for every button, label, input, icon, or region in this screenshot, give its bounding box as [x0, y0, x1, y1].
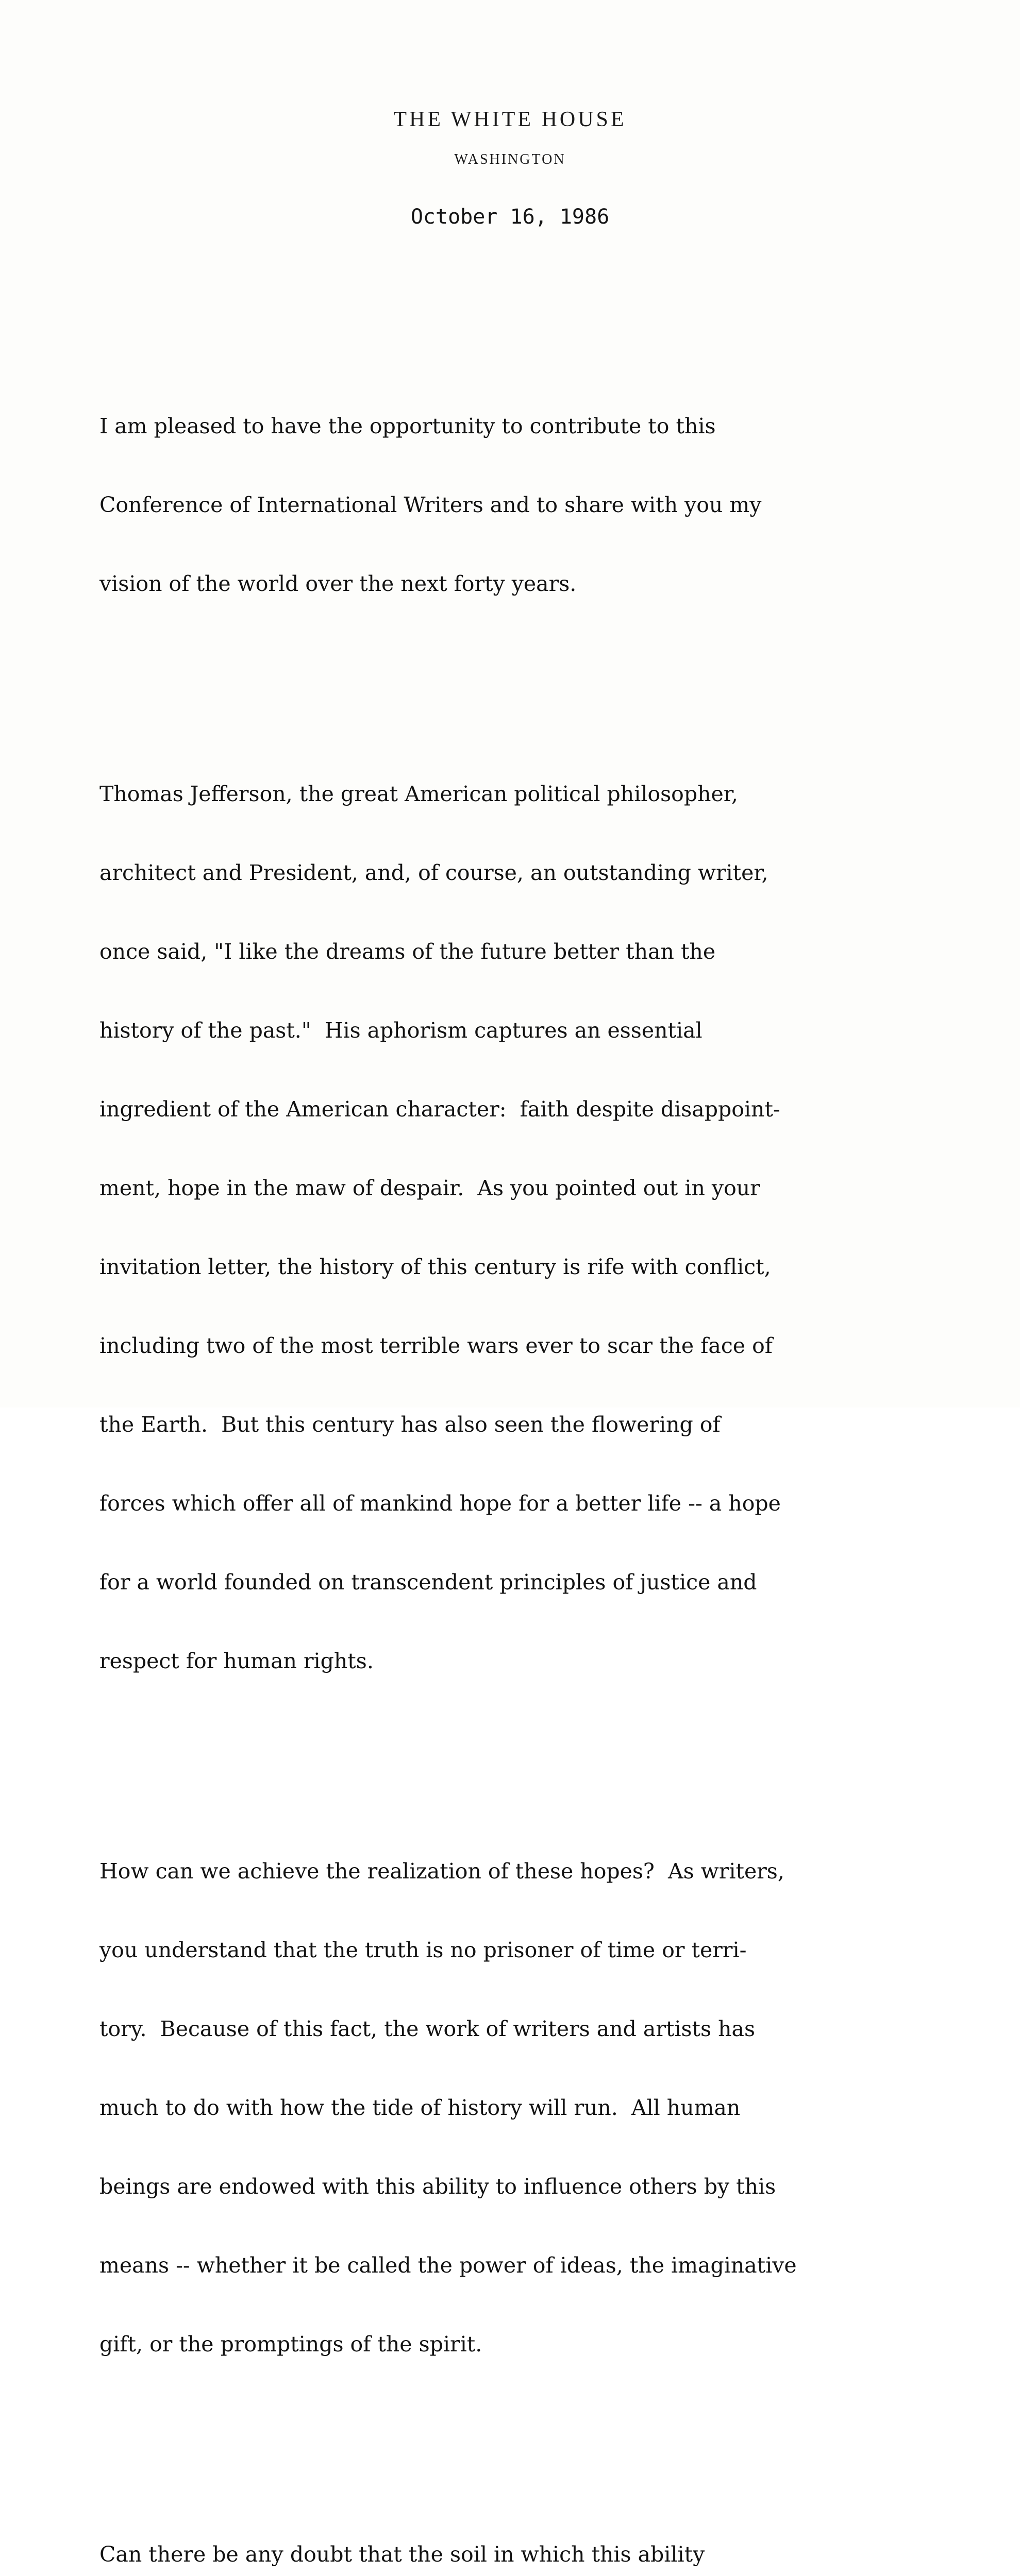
text-line: much to do with how the tide of history will run. All human — [99, 2095, 741, 2120]
text-line: once said, "I like the dreams of the future better than the — [99, 939, 716, 964]
letter-date: October 16, 1986 — [410, 205, 610, 229]
text-line: you understand that the truth is no prisoner of time or terri- — [99, 1938, 747, 1962]
paragraph-4 — [99, 2489, 976, 2576]
text-line: invitation letter, the history of this century is rife with conflict, — [99, 1255, 771, 1279]
text-line: ingredient of the American character: faith despite disappoint- — [99, 1097, 780, 1122]
text-line: How can we achieve the realization of these hopes? As writers, — [99, 1859, 784, 1884]
text-line: beings are endowed with this ability to influence others by this — [99, 2174, 776, 2199]
text-line: history of the past." His aphorism captures an essential — [99, 1018, 703, 1043]
text-line: vision of the world over the next forty years. — [99, 571, 577, 596]
text-line: including two of the most terrible wars ever to scar the face of — [99, 1333, 773, 1358]
text-line: ment, hope in the maw of despair. As you pointed out in your — [99, 1176, 760, 1200]
text-line: tory. Because of this fact, the work of writers and artists has — [99, 2016, 755, 2041]
letterhead-city: WASHINGTON — [454, 151, 566, 167]
text-line: respect for human rights. — [99, 1649, 374, 1673]
letterhead-organization: THE WHITE HOUSE — [393, 108, 627, 131]
text-line: means -- whether it be called the power of ideas, the imaginative — [99, 2253, 797, 2278]
letter-body — [99, 308, 976, 2576]
text-line: forces which offer all of mankind hope for a better life -- a hope — [99, 1491, 781, 1516]
text-line: gift, or the promptings of the spirit. — [99, 2332, 482, 2357]
text-line: architect and President, and, of course, an outstanding writer, — [99, 860, 768, 885]
text-line: Conference of International Writers and to share with you my — [99, 493, 762, 517]
text-line: the Earth. But this century has also seen the flowering of — [99, 1412, 721, 1437]
text-line: for a world founded on transcendent principles of justice and — [99, 1570, 757, 1595]
paragraph-2 — [99, 728, 976, 1727]
paragraph-1 — [99, 361, 976, 650]
text-line: Can there be any doubt that the soil in which this ability — [99, 2542, 705, 2567]
text-line: Thomas Jefferson, the great American political philosopher, — [99, 782, 738, 806]
paragraph-3 — [99, 1806, 976, 2410]
text-line: I am pleased to have the opportunity to contribute to this — [99, 414, 716, 438]
